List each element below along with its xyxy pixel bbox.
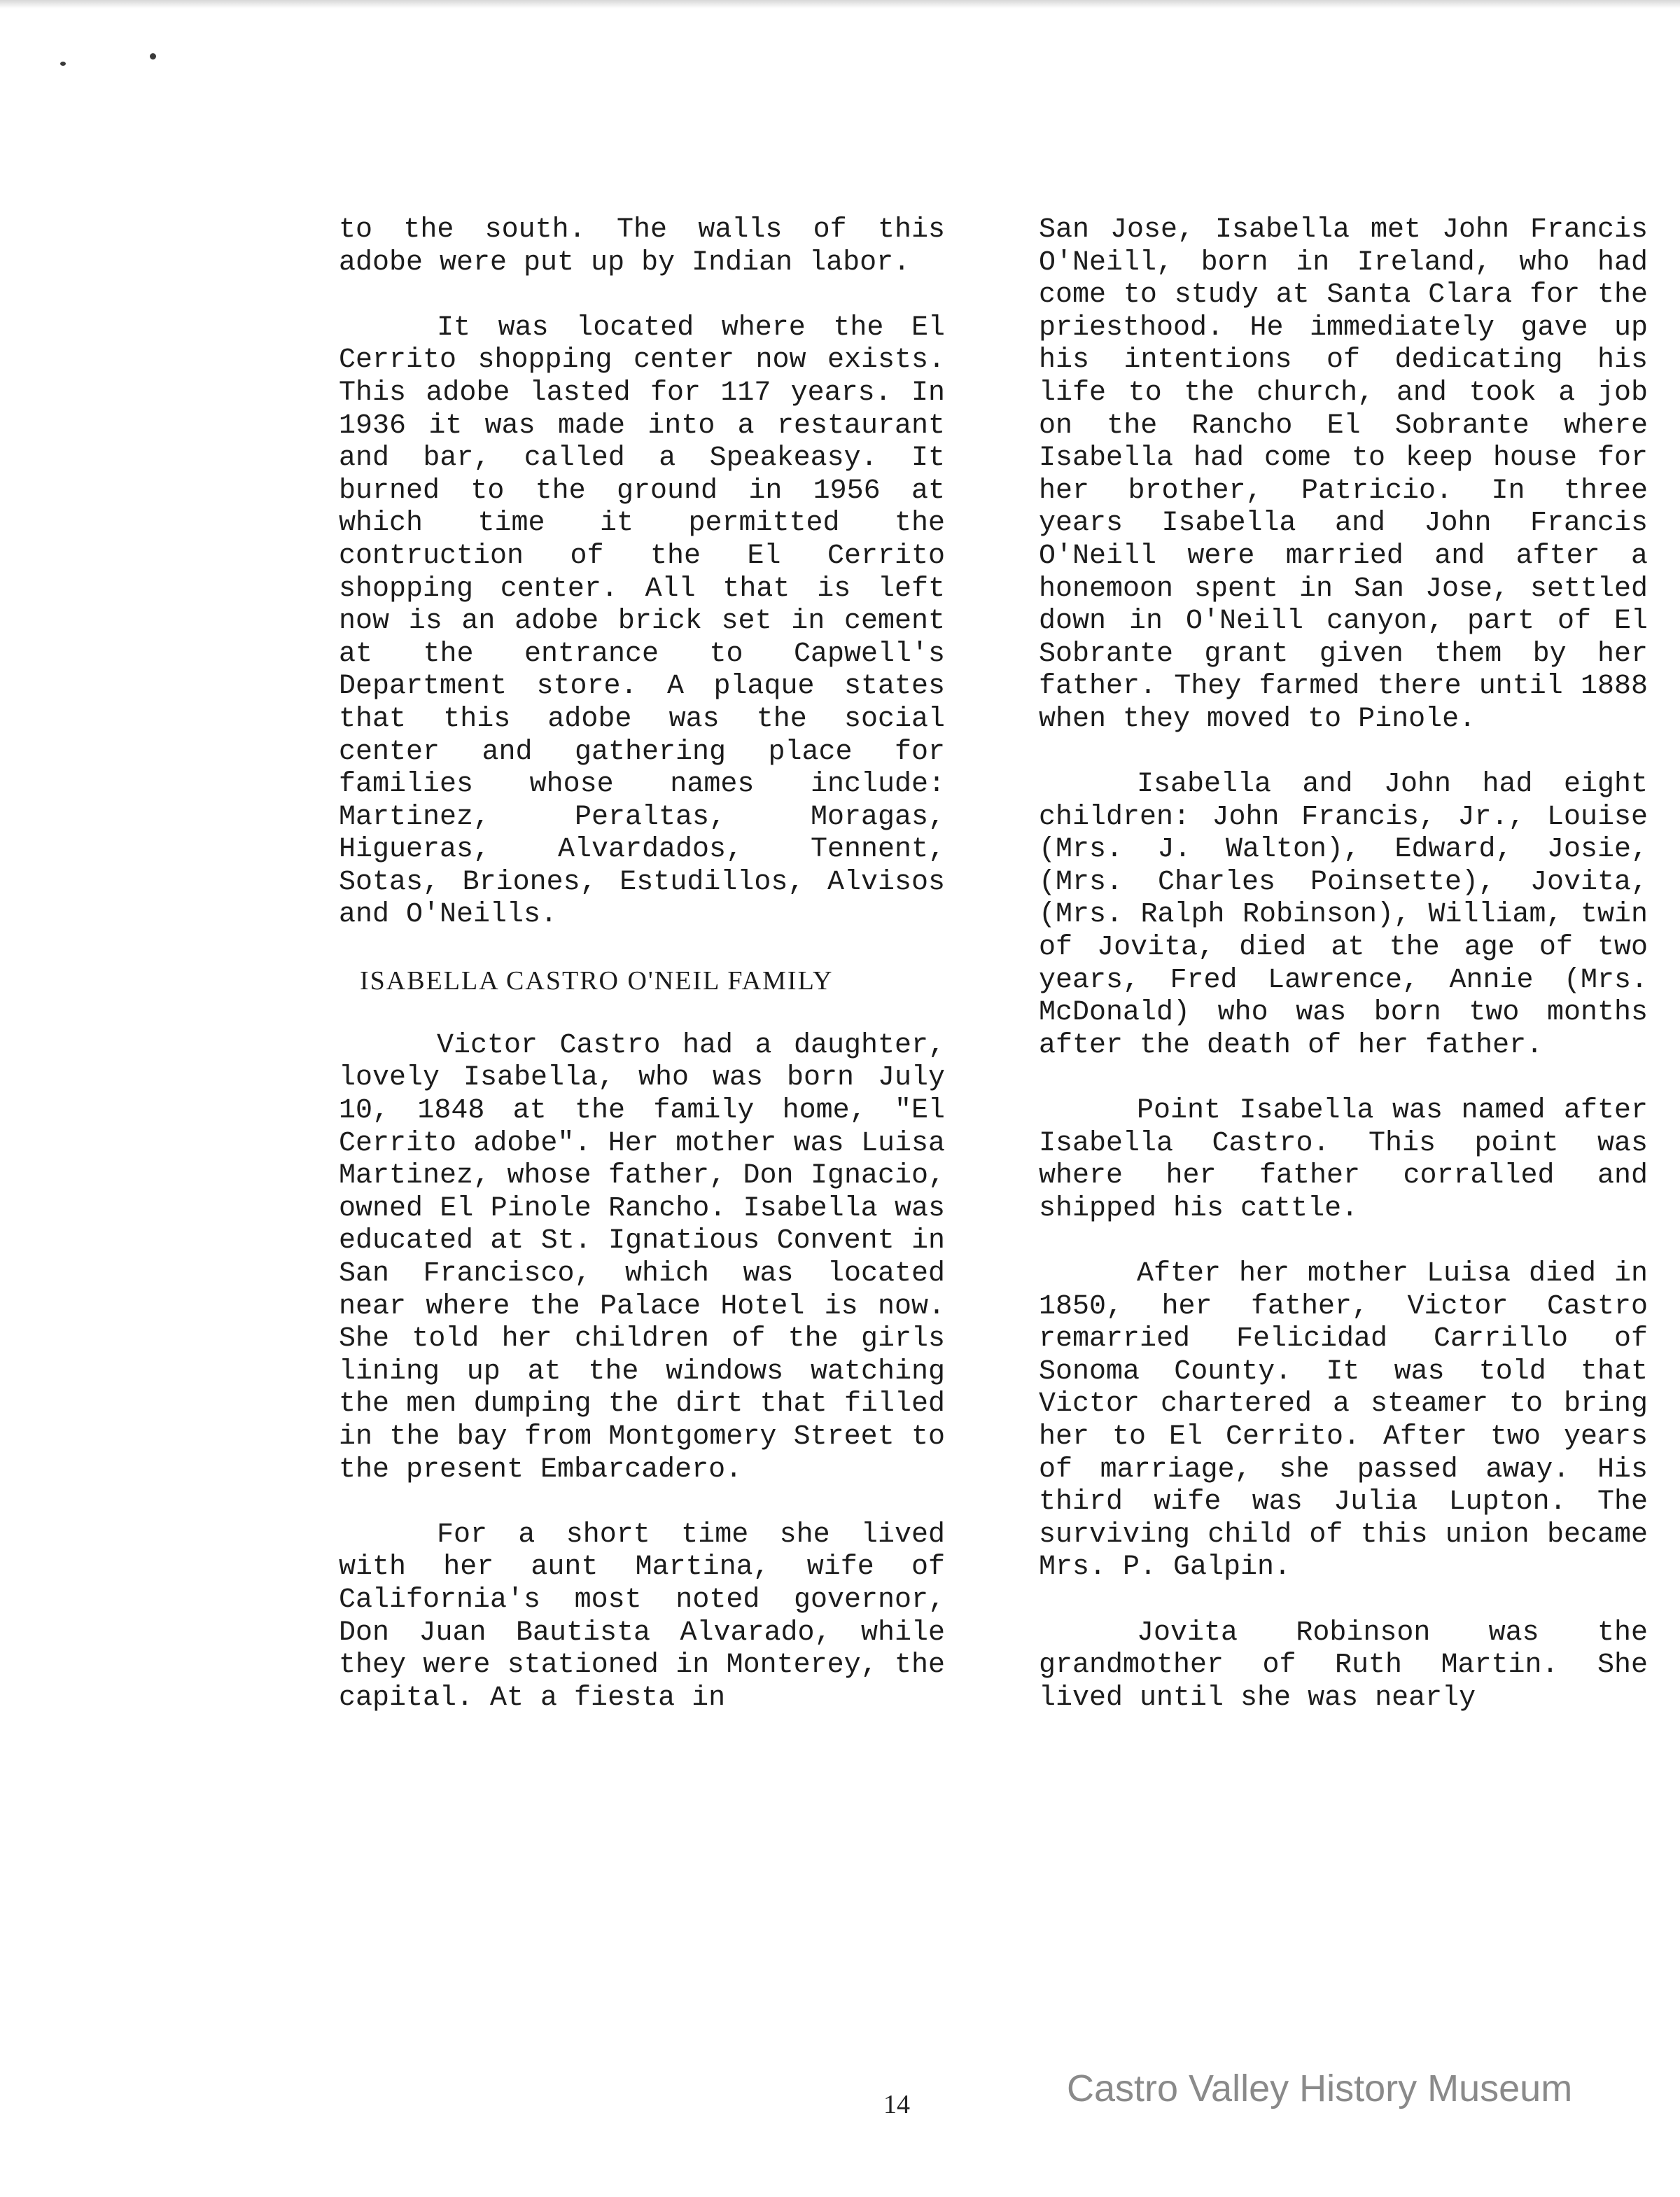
paragraph: Point Isabella was named after Isabella Castro. This point was where her father corralled and shipped his cattle. <box>1039 1095 1648 1225</box>
museum-watermark: Castro Valley History Museum <box>1067 2067 1573 2109</box>
page-number: 14 <box>883 2090 910 2119</box>
right-column <box>1039 214 1648 1748</box>
paragraph: After her mother Luisa died in 1850, her father, Victor Castro remarried Felicidad Carrillo of Sonoma County. It was told that Victor chartered a steamer to bring her to El Cerrito. After two years of marriage, she passed away. His third wife was Julia Lupton. The surviving child of this union became Mrs. P. Galpin. <box>1039 1258 1648 1584</box>
scan-speck <box>60 62 66 66</box>
section-heading: ISABELLA CASTRO O'NEIL FAMILY <box>360 965 834 996</box>
scan-speck <box>150 53 156 60</box>
scan-top-edge <box>0 0 1680 8</box>
paragraph: For a short time she lived with her aunt Martina, wife of California's most noted governor, Don Juan Bautista Alvarado, while they were stationed in Monterey, the capital. At a fiesta in <box>339 1519 945 1714</box>
paragraph: Jovita Robinson was the grandmother of Ruth Martin. She lived until she was nearly <box>1039 1617 1648 1714</box>
left-column <box>339 214 945 1748</box>
paragraph: Isabella and John had eight children: John Francis, Jr., Louise (Mrs. J. Walton), Edward, Josie, (Mrs. Charles Poinsette), Jovita, (Mrs. Ralph Robinson), William, twin of Jovita, died at the age of two years, Fred Lawrence, Annie (Mrs. McDonald) who was born two months after the death of her father. <box>1039 769 1648 1061</box>
paragraph: San Jose, Isabella met John Francis O'Neill, born in Ireland, who had come to study at Santa Clara for the priesthood. He immediately gave up his intentions of dedicating his life to the church, and took a job on the Rancho El Sobrante where Isabella had come to keep house for her brother, Patricio. In three years Isabella and John Francis O'Neill were married and after a honemoon spent in San Jose, settled down in O'Neill canyon, part of El Sobrante grant given them by her father. They farmed there until 1888 when they moved to Pinole. <box>1039 214 1648 735</box>
paragraph: to the south. The walls of this adobe were put up by Indian labor. <box>339 214 945 279</box>
paragraph: Victor Castro had a daughter, lovely Isabella, who was born July 10, 1848 at the family home, "El Cerrito adobe". Her mother was Luisa Martinez, whose father, Don Ignacio, owned El Pinole Rancho. Isabella was educated at St. Ignatious Convent in San Francisco, which was located near where the Palace Hotel is now. She told her children of the girls lining up at the windows watching the men dumping the dirt that filled in the bay from Montgomery Street to the present Embarcadero. <box>339 1029 945 1486</box>
paragraph: It was located where the El Cerrito shopping center now exists. This adobe lasted for 117 years. In 1936 it was made into a restaurant and bar, called a Speakeasy. It burned to the ground in 1956 at which time it permitted the contruction of the El Cerrito shopping center. All that is left now is an adobe brick set in cement at the entrance to Capwell's Department store. A plaque states that this adobe was the social center and gathering place for families whose names include: Martinez, Peraltas, Moragas, Higueras, Alvardados, Tennent, Sotas, Briones, Estudillos, Alvisos and O'Neills. <box>339 312 945 931</box>
